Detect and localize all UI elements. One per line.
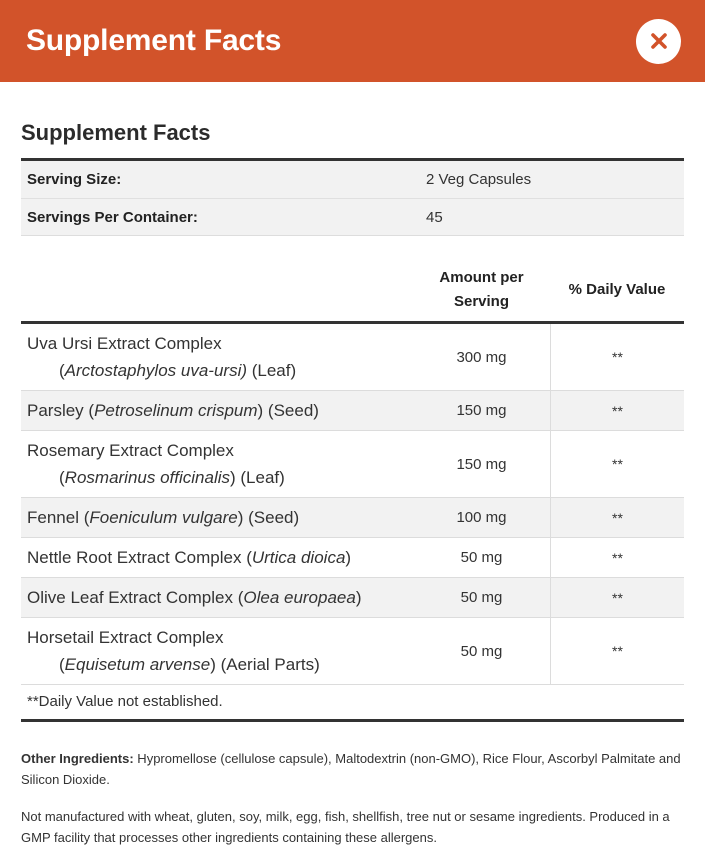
ingredient-name	[21, 431, 413, 497]
close-button[interactable]	[636, 19, 681, 64]
ingredient-name	[21, 618, 413, 684]
servings-per-container-label: Servings Per Container:	[27, 208, 198, 226]
ingredient-name-line1: Rosemary Extract Complex	[27, 441, 234, 460]
table-row	[21, 431, 684, 498]
ingredient-name-line1: Horsetail Extract Complex	[27, 628, 224, 647]
table-row	[21, 324, 684, 391]
table-header	[21, 235, 684, 321]
allergen-statement: Not manufactured with wheat, gluten, soy, milk, egg, fish, shellfish, tree nut or sesame ingredients. Produced in a GMP facility that processes other ingredients containing these allergens.	[21, 809, 670, 845]
ingredient-name	[21, 391, 413, 430]
servings-per-container-value: 45	[426, 208, 443, 226]
modal-body	[21, 82, 684, 848]
daily-value-footnote: **Daily Value not established.	[21, 685, 684, 722]
ingredient-amount: 150 mg	[456, 402, 507, 419]
ingredient-daily-value: **	[550, 498, 684, 537]
ingredient-daily-value: **	[550, 324, 684, 390]
ingredient-name-line1: Fennel (Foeniculum vulgare) (Seed)	[27, 508, 300, 527]
other-ingredients-text: Hypromellose (cellulose capsule), Maltodextrin (non-GMO), Rice Flour, Ascorbyl Palmitate and Silicon Dioxide.	[21, 751, 681, 787]
serving-size-value: 2 Veg Capsules	[426, 171, 532, 188]
facts-heading: Supplement Facts	[21, 120, 211, 145]
ingredient-amount: 50 mg	[460, 549, 503, 566]
serving-size-label: Serving Size:	[27, 171, 122, 188]
table-row	[21, 391, 684, 431]
table-row	[21, 578, 684, 618]
ingredient-daily-value: **	[550, 431, 684, 497]
ingredient-amount: 100 mg	[456, 509, 507, 526]
modal-header	[0, 0, 705, 82]
ingredient-name	[21, 324, 413, 390]
servings-per-container-row	[21, 198, 684, 235]
serving-info	[21, 158, 684, 235]
table-row	[21, 538, 684, 578]
header-name-column	[21, 236, 413, 321]
ingredient-name	[21, 578, 413, 617]
ingredient-name-line2: (Equisetum arvense) (Aerial Parts)	[59, 655, 320, 674]
header-amount-per-serving	[413, 236, 550, 321]
ingredient-name-line2: (Rosmarinus officinalis) (Leaf)	[59, 468, 285, 487]
other-ingredients	[21, 748, 684, 790]
ingredient-daily-value: **	[550, 538, 684, 577]
ingredient-name-line1: Nettle Root Extract Complex (Urtica dioica)	[27, 548, 352, 567]
header-daily-value: % Daily Value	[568, 281, 666, 298]
ingredient-daily-value: **	[550, 578, 684, 617]
ingredient-amount: 50 mg	[460, 642, 503, 660]
table-row	[21, 618, 684, 685]
ingredient-amount: 300 mg	[456, 348, 507, 366]
close-icon	[650, 32, 668, 50]
modal-title: Supplement Facts	[26, 24, 282, 57]
ingredients-table	[21, 321, 684, 722]
ingredient-name	[21, 538, 413, 577]
ingredient-daily-value: **	[550, 391, 684, 430]
ingredient-name-line1: Parsley (Petroselinum crispum) (Seed)	[27, 401, 319, 420]
ingredient-name-line1: Uva Ursi Extract Complex	[27, 334, 222, 353]
ingredient-name	[21, 498, 413, 537]
header-amount-line1: Amount per	[439, 268, 524, 286]
ingredient-daily-value: **	[550, 618, 684, 684]
serving-size-row	[21, 161, 684, 198]
header-amount-line2: Serving	[453, 292, 509, 310]
ingredient-amount: 50 mg	[460, 589, 503, 606]
ingredient-name-line1: Olive Leaf Extract Complex (Olea europaea)	[27, 588, 362, 607]
other-ingredients-label: Other Ingredients:	[21, 751, 134, 766]
ingredient-amount: 150 mg	[456, 455, 507, 473]
table-row	[21, 498, 684, 538]
ingredient-name-line2: (Arctostaphylos uva-ursi) (Leaf)	[59, 361, 297, 380]
